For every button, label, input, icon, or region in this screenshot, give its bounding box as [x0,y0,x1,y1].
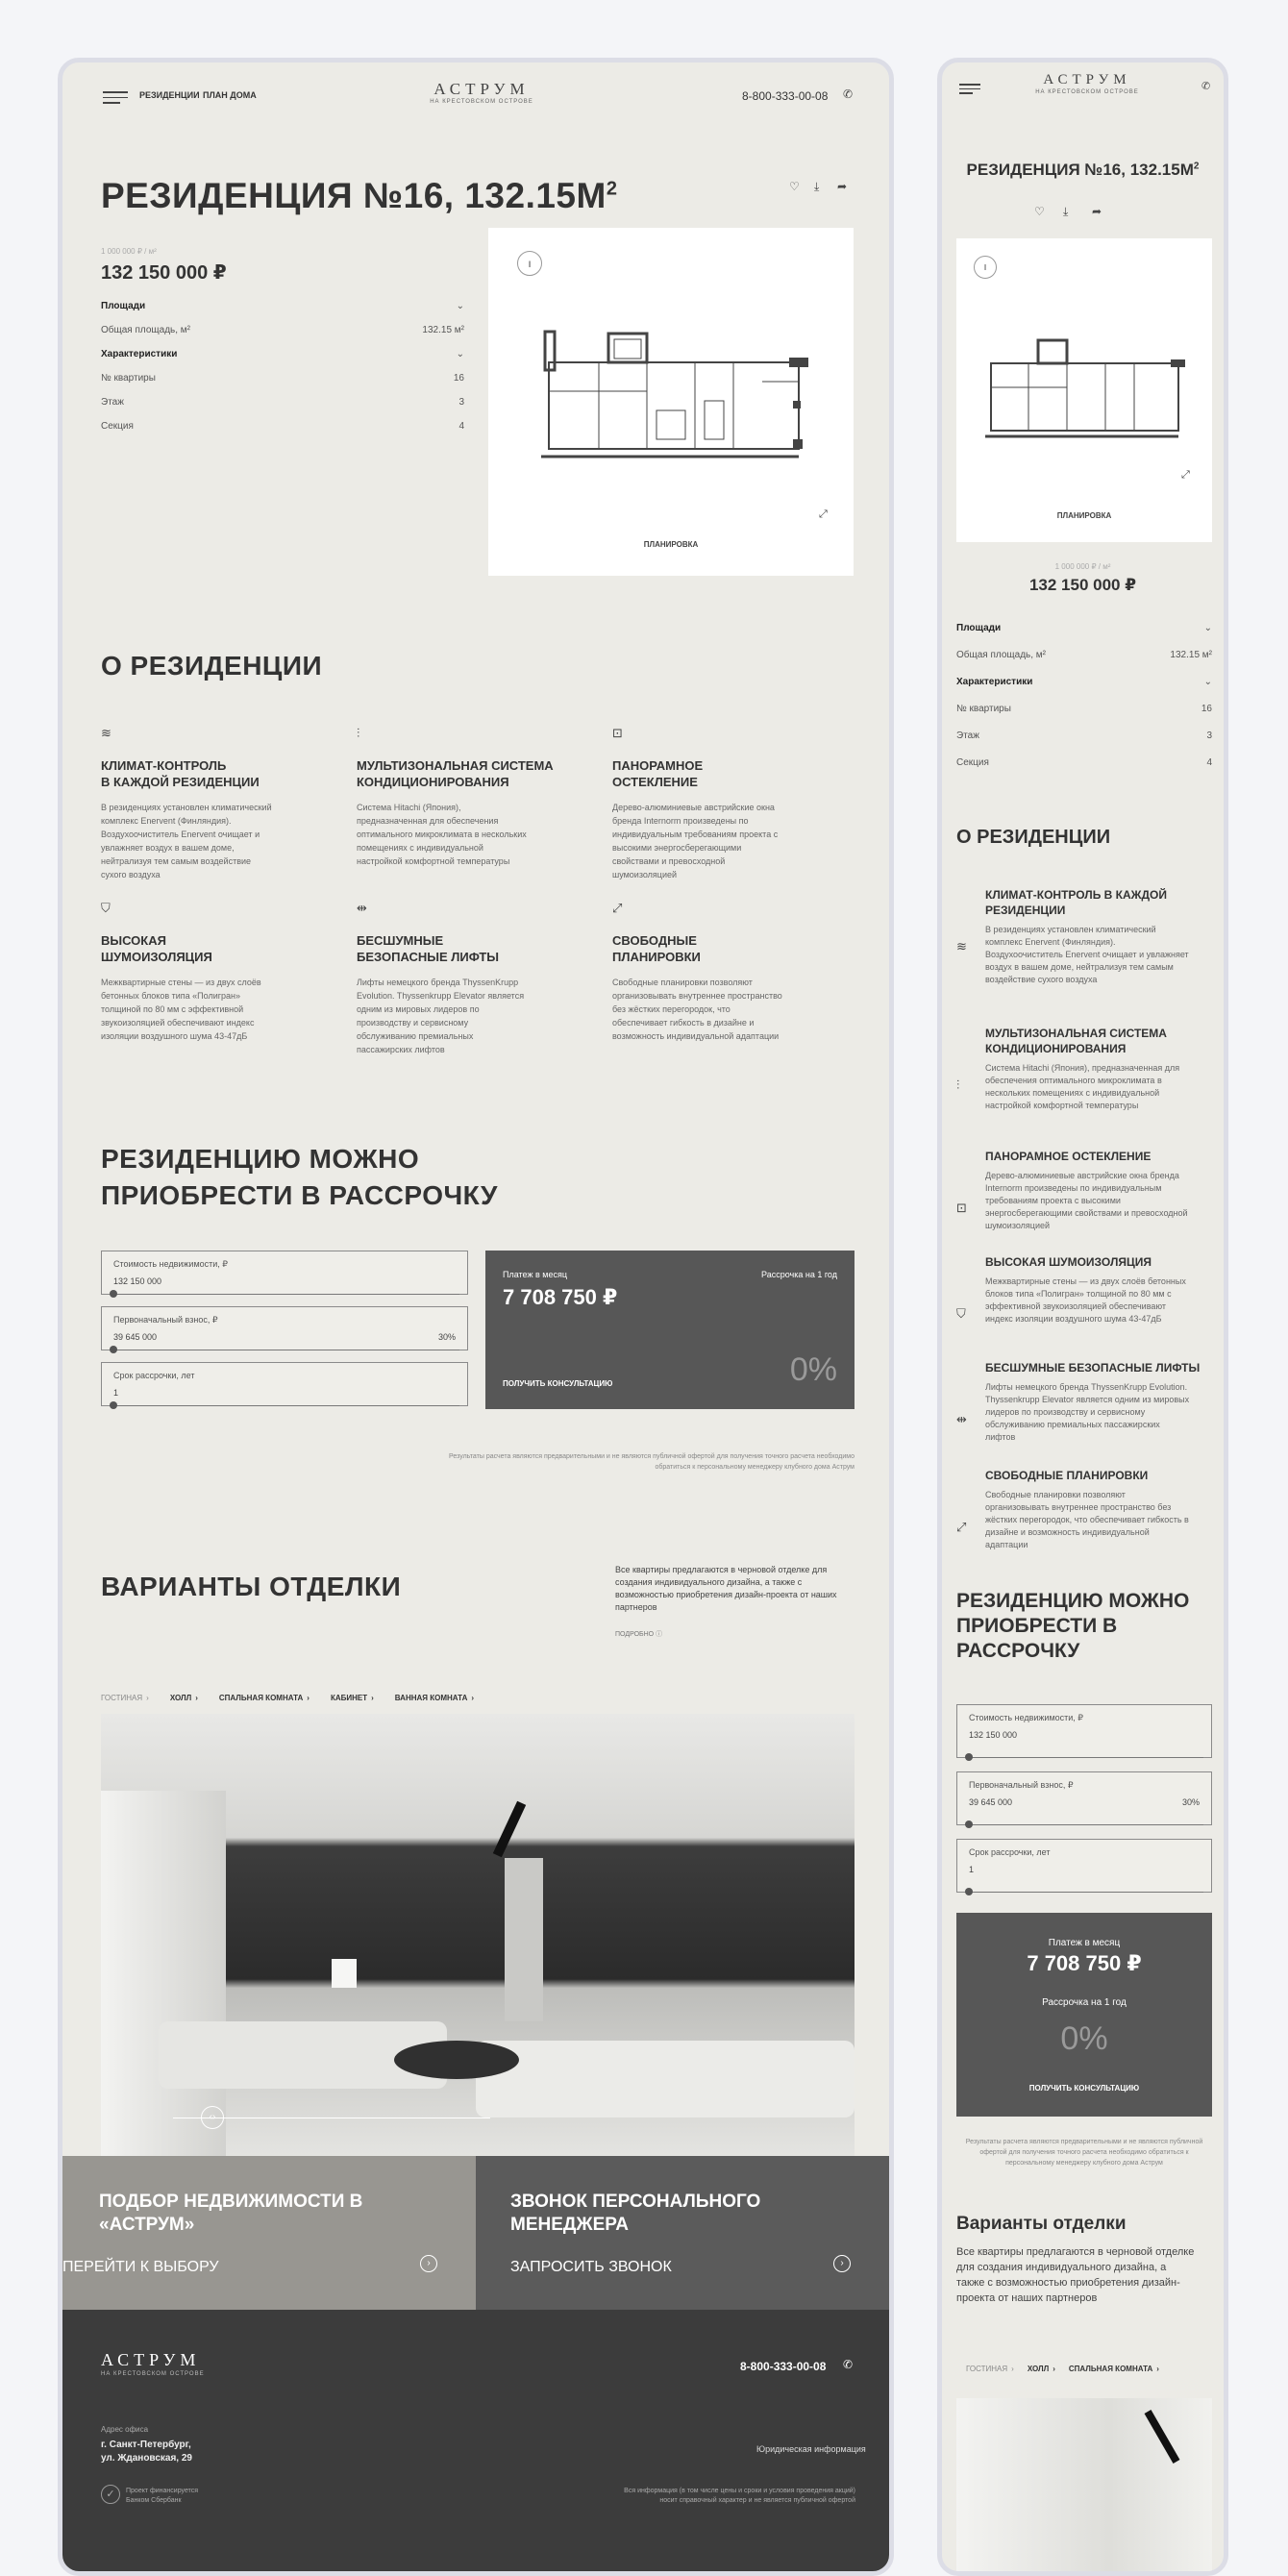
cta-selection[interactable] [62,2156,476,2310]
cta-call[interactable] [476,2156,894,2310]
mobile-frame [937,58,1228,2576]
chevron-right-icon: › [471,1694,475,1702]
field-slider[interactable] [110,1294,459,1295]
more-link[interactable]: ПОДРОБНО ⓘ [615,1631,663,1638]
field-value[interactable]: 1 [113,1388,119,1398]
spec-label: Общая площадь, м² [956,650,1047,660]
share-icon[interactable]: ➦ [837,180,848,193]
room-tab[interactable] [219,1694,310,1702]
field-percent: 30% [437,1332,456,1342]
expand-icon: ⤢ [612,901,623,915]
installment-title: РЕЗИДЕНЦИЮ МОЖНО ПРИОБРЕСТИ В РАССРОЧКУ [101,1144,498,1210]
room-tabs [101,1694,474,1702]
spec-value: 3 [1206,731,1212,741]
feature-text: Лифты немецкого бренда ThyssenKrupp Evolution. Thyssenkrupp Elevator является одним из мировых лидеров по производству и сервисному обслуживанию премиальных пассажирских лифтов [357,978,525,1054]
info-icon: ⓘ [656,1631,663,1638]
spec-value: 3 [458,397,464,408]
slider-knob[interactable] [110,1346,117,1353]
residence-title: РЕЗИДЕНЦИЯ №16, $132.15М^2$ [966,161,1200,179]
legal-link[interactable]: Юридическая информация [756,2444,866,2454]
payment-card [485,1251,855,1409]
room-tab[interactable] [331,1694,374,1702]
spec-row [101,325,464,335]
monthly-payment: 7 708 750 ₽ [1027,1951,1142,1975]
feature-text: Межквартирные стены — из двух слоёв бетонных блоков типа «Полигран» толщиной по 80 мм с эффективной звукоизоляцией обеспечивают индекс изоляции воздушного шума 43-47дБ [101,978,261,1041]
arrow-right-icon[interactable]: › [420,2255,437,2272]
chevron-down-icon: ⌄ [456,301,464,311]
about-title: О РЕЗИДЕНЦИИ [101,651,323,681]
spec-label: Общая площадь, м² [101,325,191,335]
field-label: Срок рассрочки, лет [969,1847,1051,1857]
spec-row [956,704,1212,714]
chevron-right-icon: › [195,1694,198,1702]
room-tab[interactable] [101,1694,149,1702]
feature-title: ПАНОРАМНОЕ ОСТЕКЛЕНИЕ [985,1150,1152,1163]
finish-text: Все квартиры предлагаются в черновой отделке для создания индивидуального дизайна, а также с возможностью приобретения дизайн-проекта от наших партнеров [615,1565,837,1612]
spec-label: Секция [101,421,134,432]
installment-disclaimer: Результаты расчета являются предварительными и не являются публичной офертой для получения точного расчета необходимо обратиться к персональному менеджеру клубного дома Аструм [965,2139,1203,2167]
slider-handle[interactable]: ‹› [201,2106,224,2129]
room-tab-label: ХОЛЛ [169,1694,192,1702]
room-tab[interactable] [170,1694,198,1702]
expand-plan-icon[interactable]: ⤢ [819,508,828,520]
wind-icon: ≋ [956,939,967,954]
phone-icon[interactable]: ✆ [843,2358,854,2371]
price-per-meter: 1 000 000 ₽ / м² [101,247,157,256]
feature-text: Дерево-алюминиевые австрийские окна бренда Internorm произведены по индивидуальным требованиям проекта с высокими энергосберегающими свойствами и превосходной шумоизоляцией [985,1171,1188,1230]
expand-icon: ⤢ [956,1520,967,1534]
finish-title: Варианты отделки [956,2214,1127,2234]
field-label: Первоначальный взнос, ₽ [113,1315,218,1325]
lamp [332,1959,357,1988]
installment-disclaimer: Результаты расчета являются предварительными и не являются публичной офертой для получения точного расчета необходимо обратиться к персональному менеджеру клубного дома Аструм [449,1453,855,1471]
feature-title: ВЫСОКАЯ ШУМОИЗОЛЯЦИЯ [985,1255,1152,1269]
chevron-right-icon: › [307,1694,310,1702]
spec-label: Площади [956,623,1002,633]
residence-title: РЕЗИДЕНЦИЯ №16, $132.15М^2$ [101,176,618,215]
spec-value: 132.15 м² [1170,650,1212,660]
favorite-icon[interactable]: ♡ [1034,205,1045,218]
feature-title: СВОБОДНЫЕ ПЛАНИРОВКИ [612,933,701,964]
cta-call-link[interactable]: ЗАПРОСИТЬ ЗВОНОК [510,2259,672,2275]
installment-title: РЕЗИДЕНЦИЮ МОЖНО ПРИОБРЕСТИ В РАССРОЧКУ [956,1590,1190,1662]
feature-text: Межквартирные стены — из двух слоёв бетонных блоков типа «Полигран» толщиной по 80 мм с эффективной звукоизоляцией обеспечивают индекс изоляции воздушного шума 43-47дБ [985,1276,1186,1324]
chevron-right-icon: › [1011,2365,1014,2373]
finish-text: Все квартиры предлагаются в черновой отделке для создания индивидуального дизайна, а также с возможностью приобретения дизайн-проекта от наших партнеров [956,2246,1195,2304]
sliders-icon: ⫶ [956,1077,960,1092]
spec-label: № квартиры [101,373,156,384]
floor-plan-drawing [985,334,1187,440]
chevron-down-icon: ⌄ [1203,677,1212,687]
monthly-label: Платеж в месяц [1048,1938,1121,1948]
desktop-frame [58,58,894,2576]
address-label: Адрес офиса [101,2425,149,2434]
footer-logo-subtitle: НА КРЕСТОВСКОМ ОСТРОВЕ [101,2371,205,2377]
sliders-icon: ⫶ [357,726,360,740]
coffee-table [394,2041,519,2079]
price: 132 150 000 ₽ [1028,576,1137,594]
field-label: Стоимость недвижимости, ₽ [113,1259,229,1269]
spec-label: Площади [101,301,146,311]
spec-row [956,731,1212,741]
cta-call-title: ЗВОНОК ПЕРСОНАЛЬНОГО МЕНЕДЖЕРА [510,2192,761,2235]
elevator-icon: ⇹ [357,901,367,915]
slider-knob[interactable] [965,1753,973,1761]
shield-icon: ⛉ [956,1306,966,1321]
spec-row [101,373,464,384]
consult-link[interactable]: ПОЛУЧИТЬ КОНСУЛЬТАЦИЮ [1028,2084,1140,2093]
shield-icon: ⛉ [101,901,111,915]
room-tab-label: СПАЛЬНАЯ КОМНАТА [218,1694,304,1702]
room-tab-label: ГОСТИНАЯ [101,1694,143,1702]
feature-title: БЕСШУМНЫЕ БЕЗОПАСНЫЕ ЛИФТЫ [357,933,500,964]
feature-title: ПАНОРАМНОЕ ОСТЕКЛЕНИЕ [612,758,704,789]
footer-logo[interactable]: АСТРУМ [101,2350,201,2369]
field-label: Стоимость недвижимости, ₽ [969,1713,1084,1722]
payment-card [956,1913,1212,2117]
spec-row[interactable] [101,301,464,311]
slider-knob[interactable] [965,1821,973,1828]
spec-label: № квартиры [956,704,1011,714]
download-icon[interactable]: ⤓ [814,180,820,193]
feature-text: Система Hitachi (Япония), предназначенная для обеспечения оптимального микроклимата в нескольких помещениях с индивидуальной настройкой комфортной температуры [985,1063,1180,1110]
footer-note: Вся информация (в том числе цены и сроки и условия проведения акций) носит справочный характер и не является публичной офертой [624,2488,855,2504]
interior-image[interactable] [956,2398,1212,2576]
spec-label: Секция [956,757,989,768]
menu-icon[interactable] [103,91,128,103]
feature-text: В резиденциях установлен климатический комплекс Enervent (Финляндия). Воздухоочиститель Enervent очищает и увлажняет воздух в вашем доме, нейтрализуя тем самым воздействие сухого воздуха [101,803,272,879]
chevron-down-icon: ⌄ [1203,623,1212,633]
consult-link[interactable]: ПОЛУЧИТЬ КОНСУЛЬТАЦИЮ [503,1379,613,1388]
rate: 0% [1060,2020,1108,2057]
field-value[interactable]: 39 645 000 [969,1797,1013,1807]
installment-field[interactable] [956,1839,1212,1893]
field-percent: 30% [1181,1797,1200,1807]
feature-title: МУЛЬТИЗОНАЛЬНАЯ СИСТЕМА КОНДИЦИОНИРОВАНИЯ [985,1027,1167,1055]
finish-title: ВАРИАНТЫ ОТДЕЛКИ [101,1572,402,1601]
spec-value: 4 [458,421,464,432]
feature-title: ВЫСОКАЯ ШУМОИЗОЛЯЦИЯ [101,933,212,964]
curtain-left [101,1791,226,2156]
chevron-down-icon: ⌄ [456,349,464,359]
field-label: Срок рассрочки, лет [113,1371,195,1380]
nav-residences[interactable]: РЕЗИДЕНЦИИ [139,90,200,100]
elevator-icon: ⇹ [956,1412,967,1426]
slider-knob[interactable] [110,1401,117,1409]
phone-icon[interactable]: ✆ [1201,81,1211,92]
chevron-right-icon: › [146,1694,149,1702]
ceiling-light [493,1801,526,1858]
feature-title: СВОБОДНЫЕ ПЛАНИРОВКИ [985,1469,1149,1482]
floor-plan-card[interactable] [956,238,1212,542]
nav-house-plan[interactable]: ПЛАН ДОМА [203,90,257,100]
spec-row[interactable] [956,623,1212,633]
cta-selection-title: ПОДБОР НЕДВИЖИМОСТИ В «АСТРУМ» [99,2192,363,2235]
footer-phone[interactable]: 8-800-333-00-08 [740,2360,827,2373]
field-value[interactable]: 1 [969,1865,975,1874]
menu-icon[interactable] [959,84,980,93]
column [505,1858,543,2021]
room-tab-label: СПАЛЬНАЯ КОМНАТА [1068,2365,1153,2373]
term-label: Рассрочка на 1 год [1042,1997,1127,2008]
feature-text: Свободные планировки позволяют организовывать внутреннее пространство без жёстких перегородок, что обеспечивает гибкость в дизайне и возможность индивидуальной адаптации [612,978,782,1041]
feature-title: МУЛЬТИЗОНАЛЬНАЯ СИСТЕМА КОНДИЦИОНИРОВАНИЯ [357,758,554,789]
chevron-right-icon: › [1156,2365,1159,2373]
spec-row [956,650,1212,660]
chevron-right-icon: › [1053,2365,1055,2373]
feature-text: Лифты немецкого бренда ThyssenKrupp Evolution. Thyssenkrupp Elevator является одним из мировых лидеров по производству и сервисному обслуживанию премиальных пассажирских лифтов [985,1382,1190,1442]
about-title: О РЕЗИДЕНЦИИ [956,827,1111,848]
feature-text: В резиденциях установлен климатический комплекс Enervent (Финляндия). Воздухоочиститель Enervent очищает и увлажняет воздух в вашем доме, нейтрализуя тем самым воздействие сухого воздуха [985,925,1189,984]
field-slider[interactable] [965,1824,1203,1825]
feature-title: КЛИМАТ-КОНТРОЛЬ В КАЖДОЙ РЕЗИДЕНЦИИ [985,888,1168,917]
field-value[interactable]: 39 645 000 [113,1332,158,1342]
arrow-right-icon[interactable]: › [833,2255,851,2272]
expand-plan-icon[interactable]: ⤢ [1181,469,1190,481]
spec-value: 16 [1201,704,1212,714]
spec-label: Этаж [956,731,979,741]
plan-label: ПЛАНИРОВКА [643,540,699,549]
plan-label: ПЛАНИРОВКА [1056,511,1112,520]
installment-field[interactable] [101,1251,468,1295]
field-value[interactable]: 132 150 000 [969,1730,1018,1740]
term-label: Рассрочка на 1 год [761,1270,837,1279]
installment-field[interactable] [101,1306,468,1350]
installment-field[interactable] [956,1704,1212,1758]
room-tab-label: КАБИНЕТ [330,1694,368,1702]
floor-plan-card[interactable] [488,228,854,576]
address: г. Санкт-Петербург, ул. Ждановская, 29 [101,2440,192,2464]
price: 132 150 000 ₽ [101,262,227,284]
floor-plan-drawing [541,324,810,468]
room-tab[interactable] [1069,2365,1159,2373]
window-icon: ⊡ [956,1201,967,1215]
field-value[interactable]: 132 150 000 [113,1276,162,1286]
room-tab-label: ХОЛЛ [1027,2365,1050,2373]
window-icon: ⊡ [612,726,623,740]
monthly-payment: 7 708 750 ₽ [503,1285,618,1309]
logo[interactable]: АСТРУМ [1043,72,1131,87]
spec-row[interactable] [956,677,1212,687]
room-tabs [966,2365,1159,2373]
feature-text: Дерево-алюминиевые австрийские окна бренда Internorm произведены по индивидуальным требованиям проекта с высокими энергосберегающими свойствами и превосходной шумоизоляцией [612,803,779,879]
feature-title: КЛИМАТ-КОНТРОЛЬ В КАЖДОЙ РЕЗИДЕНЦИИ [101,758,260,789]
room-tab-label: ГОСТИНАЯ [966,2365,1008,2373]
spec-label: Характеристики [101,349,178,359]
interior-image[interactable] [101,1714,855,2156]
spec-value: 4 [1206,757,1212,768]
slider-knob[interactable] [965,1888,973,1895]
chevron-right-icon: › [371,1694,374,1702]
cta-selection-link[interactable]: ПЕРЕЙТИ К ВЫБОРУ [62,2259,219,2275]
ceiling-light [1145,2410,1180,2464]
bank-note: Проект финансируется Банком Сбербанк [126,2488,199,2504]
spec-label: Характеристики [956,677,1033,687]
logo-subtitle: НА КРЕСТОВСКОМ ОСТРОВЕ [430,99,533,105]
room-tab[interactable] [1028,2365,1055,2373]
feature-title: БЕСШУМНЫЕ БЕЗОПАСНЫЕ ЛИФТЫ [985,1361,1201,1375]
header-phone[interactable]: 8-800-333-00-08 [742,89,829,103]
wind-icon: ≋ [101,726,111,740]
share-icon[interactable]: ➦ [1092,205,1102,218]
spec-value: 132.15 м² [422,325,464,335]
room-tab-label: ВАННАЯ КОМНАТА [394,1694,468,1702]
spec-label: Этаж [101,397,124,408]
phone-icon[interactable]: ✆ [843,87,854,101]
room-tab[interactable] [966,2365,1014,2373]
spec-row [956,757,1212,768]
compass-icon: ı [517,251,542,276]
favorite-icon[interactable]: ♡ [789,180,800,193]
feature-text: Свободные планировки позволяют организовывать внутреннее пространство без жёстких перегородок, что обеспечивает гибкость в дизайне и возможность индивидуальной адаптации [985,1490,1189,1549]
installment-field[interactable] [101,1362,468,1406]
field-slider[interactable] [965,1757,1203,1758]
footer [62,2310,894,2576]
spec-row [101,421,464,432]
spec-row [101,397,464,408]
compass-icon: ı [974,256,997,279]
bank-logo-icon: ✓ [101,2485,120,2504]
monthly-label: Платеж в месяц [503,1270,567,1279]
field-label: Первоначальный взнос, ₽ [969,1780,1074,1790]
rate: 0% [789,1351,837,1388]
price-per-meter: 1 000 000 ₽ / м² [1054,562,1111,571]
room-tab[interactable] [395,1694,474,1702]
feature-text: Система Hitachi (Япония), предназначенная для обеспечения оптимального микроклимата в нескольких помещениях с индивидуальной настройкой комфортной температуры [357,803,527,866]
field-slider[interactable] [110,1405,459,1406]
logo[interactable]: АСТРУМ [433,80,530,98]
installment-field[interactable] [956,1771,1212,1825]
slider-knob[interactable] [110,1290,117,1298]
field-slider[interactable] [965,1892,1203,1893]
sofa-right [476,2041,855,2118]
spec-row[interactable] [101,349,464,359]
logo-subtitle: НА КРЕСТОВСКОМ ОСТРОВЕ [1035,89,1139,95]
spec-value: 16 [453,373,464,384]
download-icon[interactable]: ⤓ [1063,205,1069,218]
